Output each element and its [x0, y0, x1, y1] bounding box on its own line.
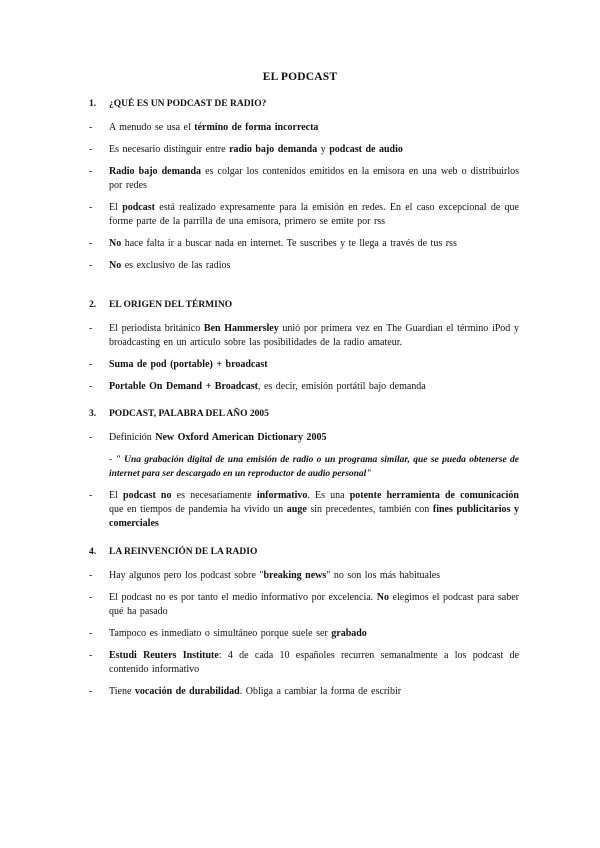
section-title: EL ORIGEN DEL TÉRMINO	[109, 300, 233, 310]
bullet-dash: -	[89, 359, 93, 370]
list-item	[89, 322, 519, 350]
list-item	[89, 165, 519, 193]
emphasis: Radio bajo demanda	[109, 166, 202, 177]
list-item-text	[109, 358, 519, 372]
text-run: Es necesario distinguir entre	[109, 144, 230, 155]
list-item	[89, 569, 519, 583]
text-run: : 4 de cada 10 españoles recurren semanalmente a los podcast de contenido informativo	[109, 650, 519, 675]
text-run: es necesariamente	[171, 490, 257, 501]
bullet-dash: -	[89, 144, 93, 155]
list-item	[89, 431, 519, 445]
bullet-list	[89, 569, 519, 699]
section-number: 1.	[89, 99, 97, 109]
section-number: 4.	[89, 547, 97, 557]
list-item-text	[109, 649, 519, 677]
emphasis: podcast de audio	[329, 144, 403, 155]
list-item	[89, 121, 519, 135]
emphasis: No	[109, 238, 122, 249]
emphasis: Suma de pod (portable) + broadcast	[109, 359, 268, 370]
text-run: A menudo se usa el	[109, 122, 195, 133]
emphasis: No	[109, 260, 122, 271]
bullet-dash: -	[89, 381, 93, 392]
text-run: hace falta ir a buscar nada en internet. Te suscribes y te llega a través de tus rss	[121, 238, 457, 249]
text-run: Definición	[109, 432, 156, 443]
bullet-dash: -	[89, 432, 93, 443]
section-palabra-del-ano	[89, 407, 519, 539]
list-item	[89, 201, 519, 229]
section-que-es-podcast	[89, 97, 519, 281]
section-title: PODCAST, PALABRA DEL AÑO 2005	[109, 409, 269, 419]
list-item	[89, 259, 519, 273]
list-item-text	[109, 322, 519, 350]
text-run: " no son los más habituales	[326, 570, 441, 581]
list-item-text	[109, 489, 519, 531]
list-item-text	[109, 237, 519, 251]
emphasis: breaking news	[263, 570, 327, 581]
emphasis: Estudi Reuters Institute	[109, 650, 219, 661]
text-run: Hay algunos pero los podcast sobre "	[109, 570, 264, 581]
bullet-dash: -	[89, 238, 93, 249]
emphasis: término de forma incorrecta	[194, 122, 319, 133]
bullet-dash: -	[89, 592, 93, 603]
text-run: unió por primera vez en The Guardian el término iPod y broadcasting en un artículo sobre las posibilidades de la radio amateur.	[109, 323, 519, 348]
bullet-list	[89, 322, 519, 394]
bullet-list	[89, 431, 519, 445]
emphasis: New Oxford American Dictionary 2005	[155, 432, 327, 443]
text-run: El	[109, 202, 123, 213]
list-item	[89, 489, 519, 531]
emphasis: No	[376, 592, 389, 603]
list-item	[89, 649, 519, 677]
emphasis: potente herramienta de comunicación	[349, 490, 519, 501]
list-item-text	[109, 431, 519, 445]
section-heading	[89, 298, 519, 312]
text-run: sin precedentes, también con	[306, 504, 433, 515]
emphasis: vocación de durabilidad	[134, 686, 240, 697]
list-item-text	[109, 259, 519, 273]
list-item-text	[109, 569, 519, 583]
bullet-dash: -	[89, 650, 93, 661]
text-run: es exclusivo de las radios	[121, 260, 231, 271]
list-item-text	[109, 627, 519, 641]
text-run: El	[109, 490, 124, 501]
section-title: ¿QUÉ ES UN PODCAST DE RADIO?	[109, 99, 267, 109]
list-item-text	[109, 591, 519, 619]
list-item-text	[109, 380, 519, 394]
list-item-text	[109, 121, 519, 135]
emphasis: fines publicitarios y comerciales	[109, 504, 519, 529]
section-reinvencion-radio	[89, 545, 519, 707]
emphasis: Ben Hammersley	[203, 323, 279, 334]
emphasis: podcast	[122, 202, 155, 213]
text-run: . Es una	[307, 490, 350, 501]
bullet-dash: -	[89, 260, 93, 271]
oxford-definition-quote: - " Una grabación digital de una emisión de radio o un programa similar, que se pueda obtenerse de internet para ser descargado en un reproductor de audio personal"	[109, 455, 519, 479]
text-run: que en tiempos de pandemia ha vivido un	[109, 504, 287, 515]
list-item	[89, 237, 519, 251]
bullet-dash: -	[89, 166, 93, 177]
list-item	[89, 380, 519, 394]
list-item	[89, 685, 519, 699]
text-run: y	[317, 144, 330, 155]
list-item-text	[109, 201, 519, 229]
emphasis: informativo	[256, 490, 308, 501]
text-run: El podcast no es por tanto el medio informativo por excelencia.	[109, 592, 377, 603]
bullet-dash: -	[89, 323, 93, 334]
section-heading	[89, 545, 519, 559]
section-heading	[89, 97, 519, 111]
text-run: El periodista británico	[109, 323, 204, 334]
bullet-dash: -	[89, 686, 93, 697]
document-title: EL PODCAST	[262, 71, 338, 83]
section-title: LA REINVENCIÓN DE LA RADIO	[109, 547, 258, 557]
text-run: , es decir, emisión portátil bajo demanda	[257, 381, 426, 392]
emphasis: Portable On Demand + Broadcast	[109, 381, 258, 392]
bullet-dash: -	[89, 570, 93, 581]
emphasis: podcast no	[123, 490, 172, 501]
section-number: 2.	[89, 300, 97, 310]
text-run: Tampoco es inmediato o simultáneo porque suele ser	[109, 628, 332, 639]
section-heading	[89, 407, 519, 421]
section-origen-termino	[89, 298, 519, 402]
list-item-text	[109, 165, 519, 193]
list-item-text	[109, 685, 519, 699]
text-run: está realizado expresamente para la emisión en redes. En el caso excepcional de que forme parte de la parrilla de una emisora, primero se emite por rss	[109, 202, 519, 227]
text-run: es colgar los contenidos emitidos en la emisora en una web o distribuirlos por redes	[109, 166, 520, 191]
list-item-text	[109, 143, 519, 157]
emphasis: radio bajo demanda	[229, 144, 318, 155]
bullet-list	[89, 489, 519, 531]
emphasis: grabado	[331, 628, 367, 639]
list-item	[89, 627, 519, 641]
bullet-dash: -	[89, 628, 93, 639]
bullet-dash: -	[89, 490, 93, 501]
section-number: 3.	[89, 409, 97, 419]
list-item	[89, 143, 519, 157]
bullet-list	[89, 121, 519, 273]
text-run: elegimos el podcast para saber qué ha pasado	[109, 592, 519, 617]
bullet-dash: -	[89, 122, 93, 133]
text-run: . Obliga a cambiar la forma de escribir	[239, 686, 402, 697]
bullet-dash: -	[89, 202, 93, 213]
list-item	[89, 358, 519, 372]
list-item	[89, 591, 519, 619]
text-run: Tiene	[109, 686, 135, 697]
emphasis: auge	[286, 504, 307, 515]
